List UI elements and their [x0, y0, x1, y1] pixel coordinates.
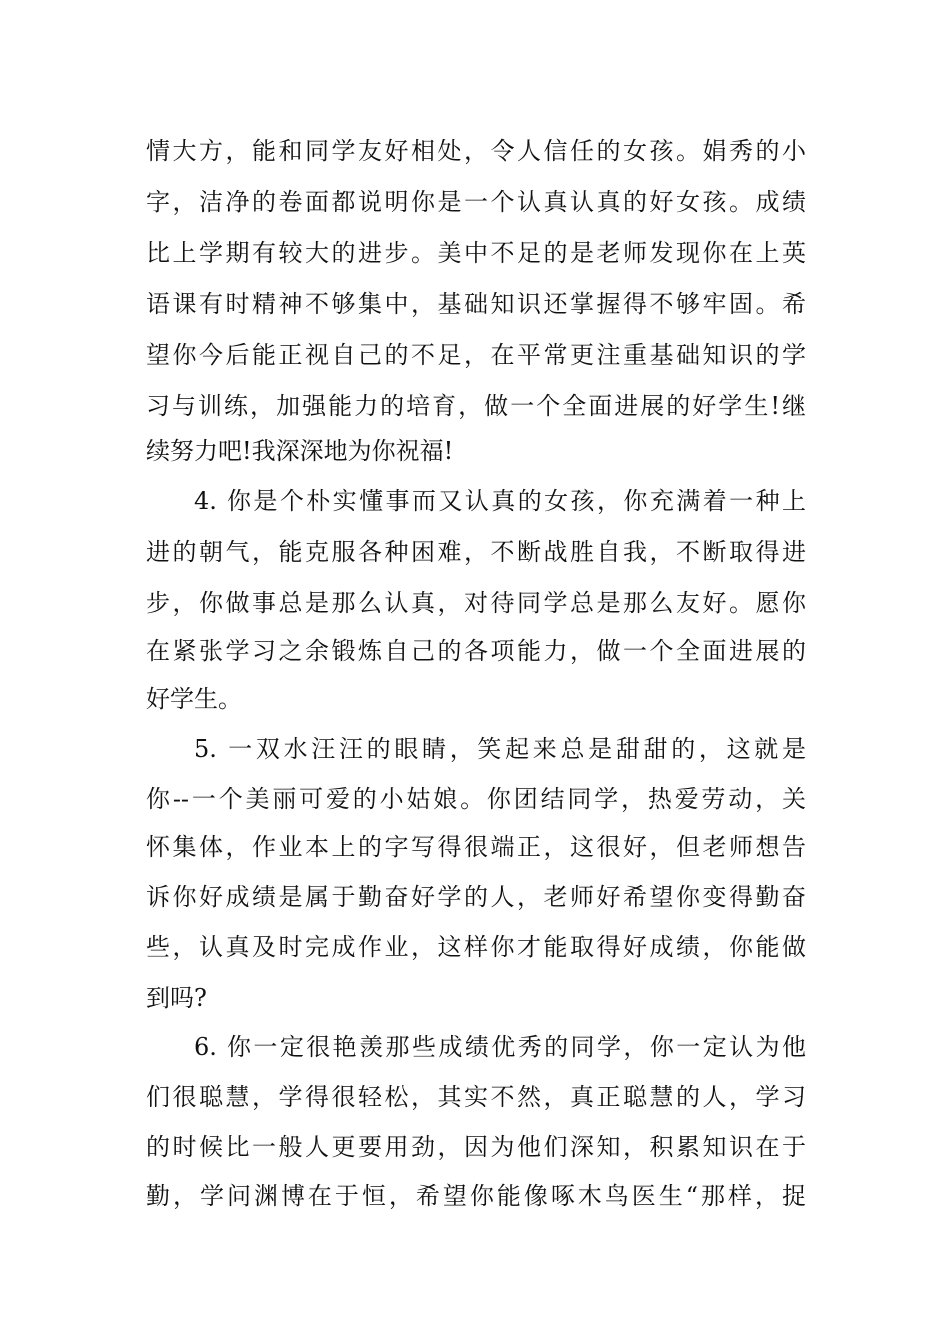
paragraph-5-line-5: 些，认真及时完成作业，这样你才能取得好成绩，你能做 [146, 933, 806, 961]
text-line-4: 语课有时精神不够集中，基础知识还掌握得不够牢固。希 [146, 290, 806, 318]
paragraph-6-line-3: 的时候比一般人更要用劲，因为他们深知，积累知识在于 [146, 1133, 806, 1161]
paragraph-4-line-2: 进的朝气，能克服各种困难，不断战胜自我，不断取得进 [146, 538, 806, 566]
paragraph-4-line-4: 在紧张学习之余锻炼自己的各项能力，做一个全面进展的 [146, 637, 806, 665]
paragraph-5-line-1: 5. 一双水汪汪的眼睛，笑起来总是甜甜的，这就是 [194, 735, 806, 763]
paragraph-4-line-1: 4. 你是个朴实懂事而又认真的女孩，你充满着一种上 [194, 487, 806, 515]
text-line-3: 比上学期有较大的进步。美中不足的是老师发现你在上英 [146, 239, 806, 267]
paragraph-5-line-2: 你--一个美丽可爱的小姑娘。你团结同学，热爱劳动，关 [146, 785, 806, 813]
paragraph-4-line-3: 步，你做事总是那么认真，对待同学总是那么友好。愿你 [146, 589, 806, 617]
text-line-2: 字，洁净的卷面都说明你是一个认真认真的好女孩。成绩 [146, 188, 806, 216]
paragraph-5-line-6: 到吗? [146, 984, 207, 1012]
text-line-7: 续努力吧!我深深地为你祝福! [146, 437, 454, 465]
paragraph-6-line-1: 6. 你一定很艳羡那些成绩优秀的同学，你一定认为他 [194, 1033, 806, 1061]
paragraph-4-line-5: 好学生。 [146, 685, 242, 713]
paragraph-5-line-3: 怀集体，作业本上的字写得很端正，这很好，但老师想告 [146, 833, 806, 861]
paragraph-6-line-2: 们很聪慧，学得很轻松，其实不然，真正聪慧的人，学习 [146, 1083, 806, 1111]
paragraph-5-line-4: 诉你好成绩是属于勤奋好学的人，老师好希望你变得勤奋 [146, 883, 806, 911]
text-line-5: 望你今后能正视自己的不足，在平常更注重基础知识的学 [146, 341, 806, 369]
paragraph-6-line-4: 勤，学问渊博在于恒，希望你能像啄木鸟医生“那样，捉 [146, 1182, 806, 1210]
text-line-1: 情大方，能和同学友好相处，令人信任的女孩。娟秀的小 [146, 137, 806, 165]
text-line-6: 习与训练，加强能力的培育，做一个全面进展的好学生!继 [146, 392, 806, 420]
